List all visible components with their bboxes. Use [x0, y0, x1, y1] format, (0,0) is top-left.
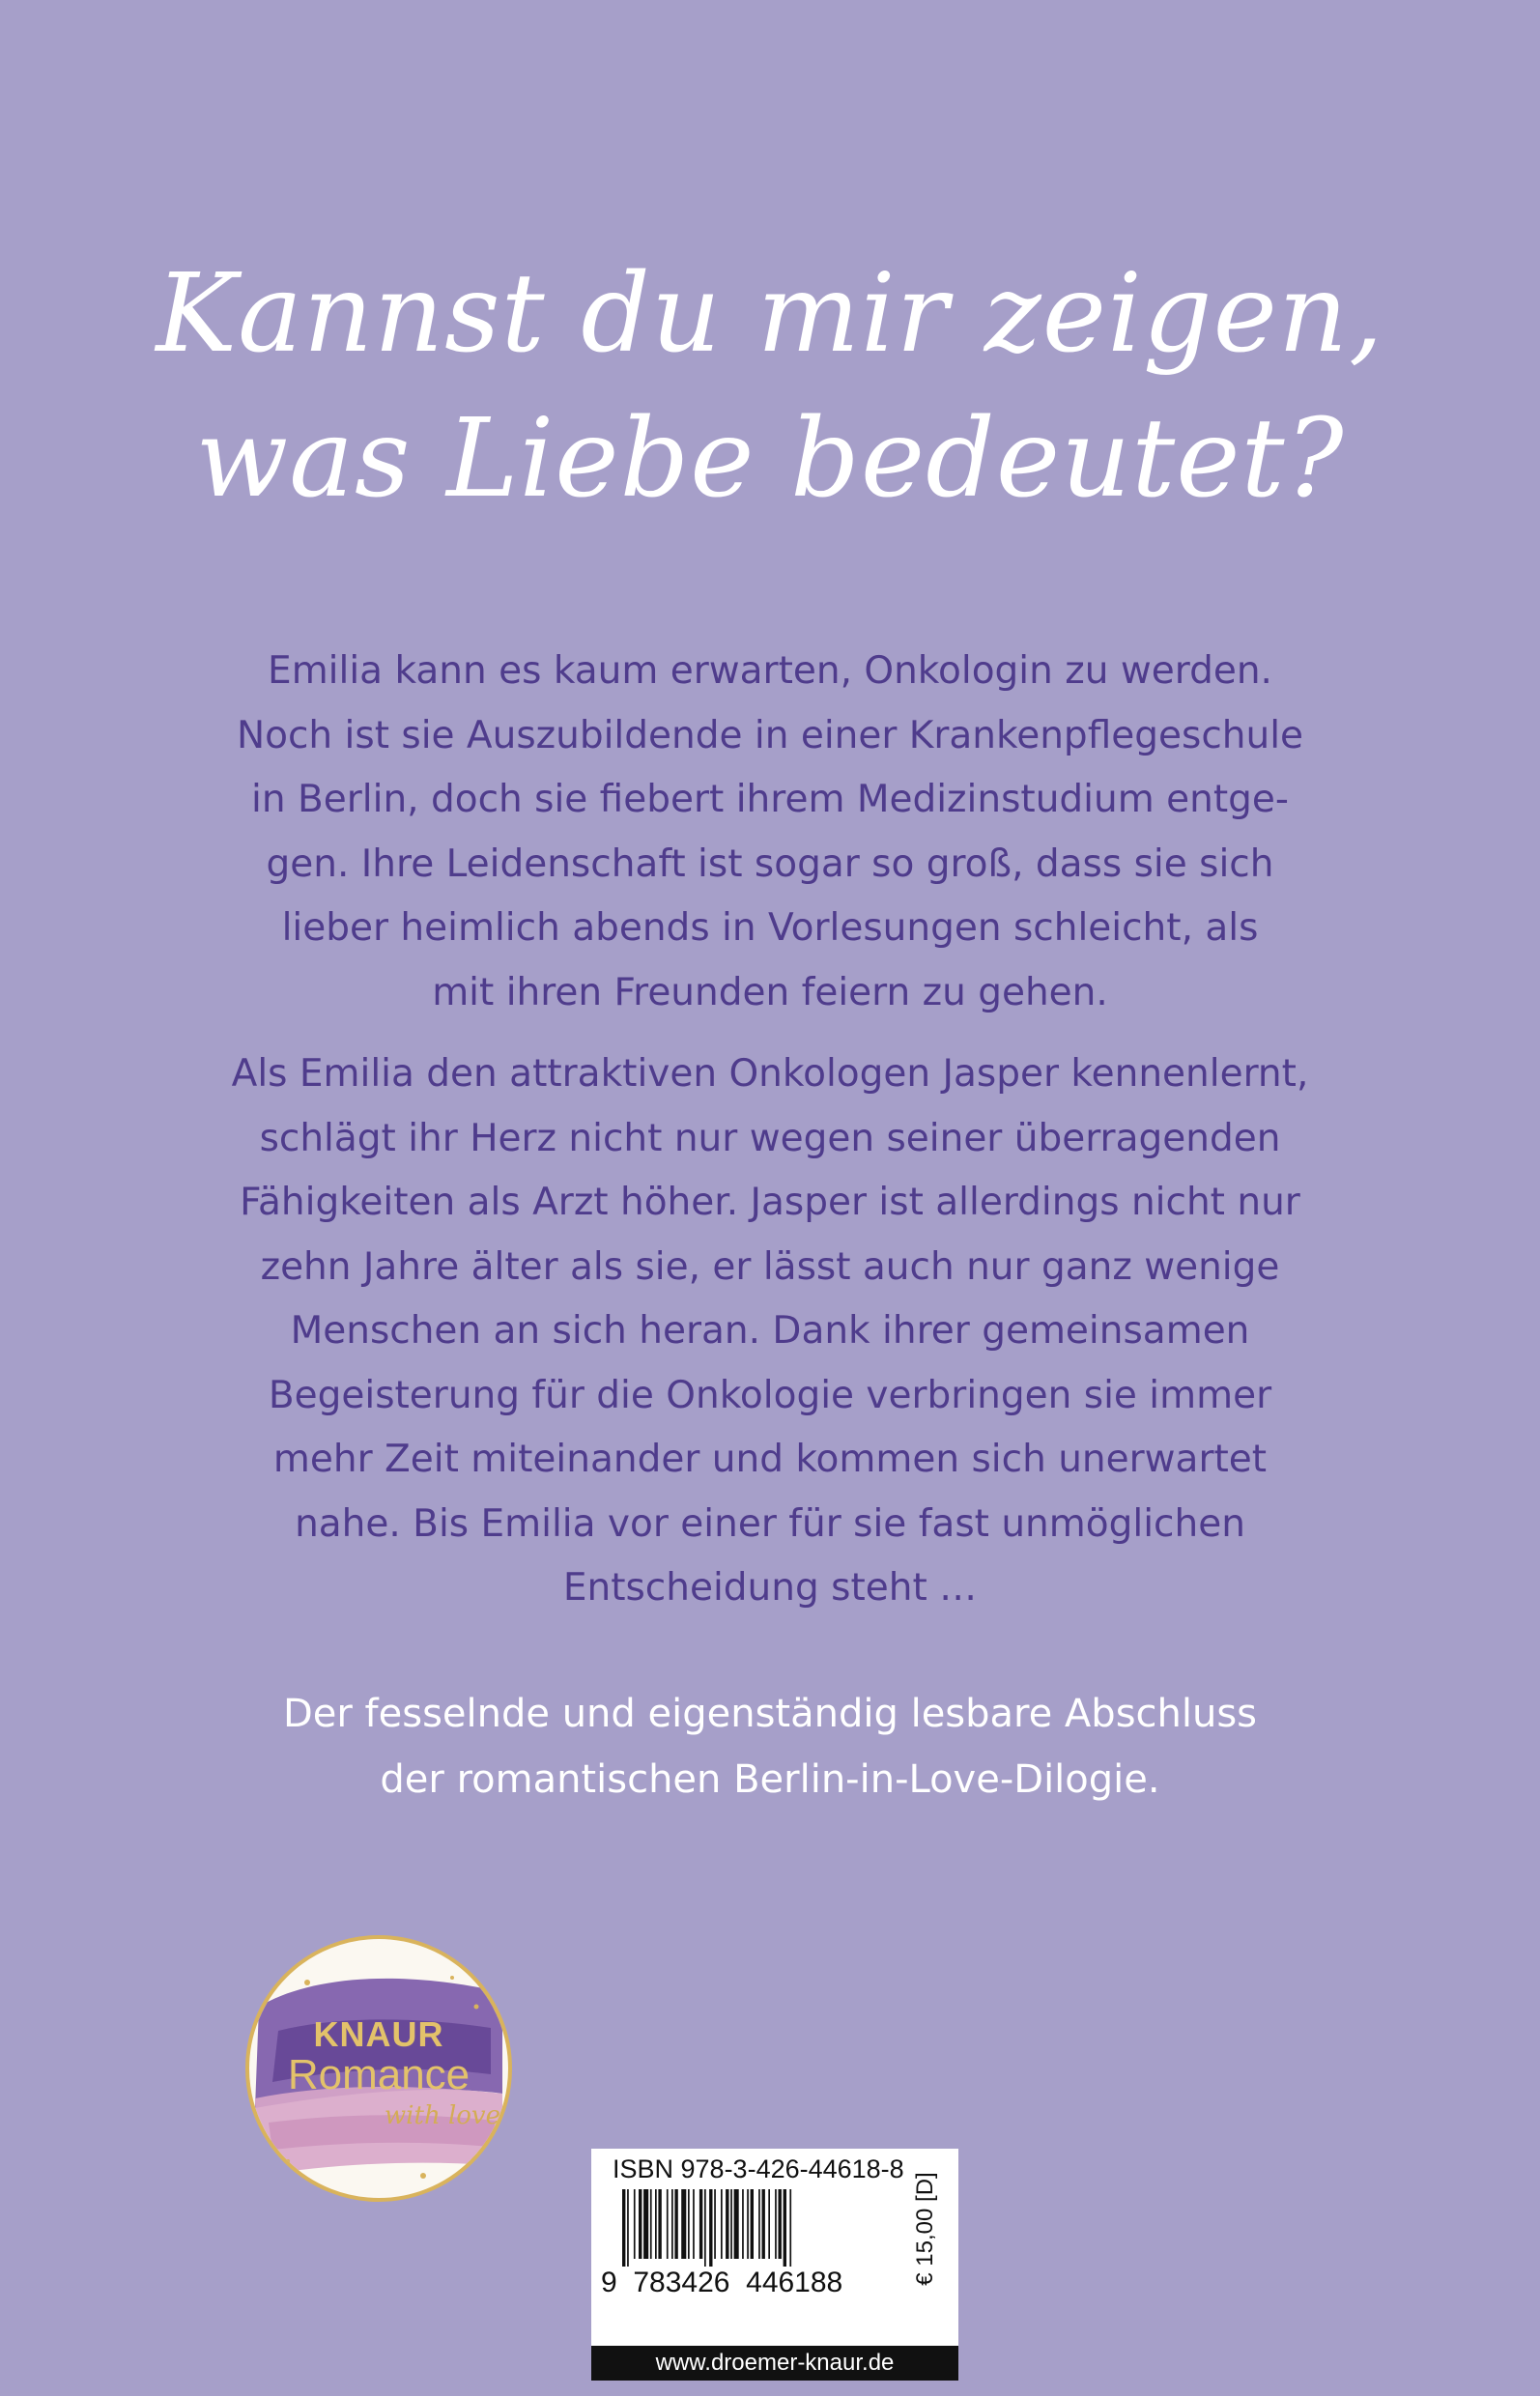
price-label: € 15,00 [D] [912, 2172, 938, 2286]
blurb-paragraph-2 [174, 1042, 1366, 1621]
blurb-line: mehr Zeit miteinander und kommen sich unerwartet [272, 1438, 1268, 1481]
blurb-line: Als Emilia den attraktiven Onkologen Jasper kennenlernt, [231, 1052, 1309, 1096]
barcode-digits: 9 783426 446188 [601, 2267, 843, 2298]
headline-line: Kannst du mir zeigen, [156, 251, 1384, 377]
blurb-line: Entscheidung steht … [562, 1566, 978, 1610]
seal-motto: with love [384, 2101, 500, 2130]
knaur-romance-seal [245, 1935, 512, 2202]
blurb-line: gen. Ihre Leidenschaft ist sogar so groß, dass sie sich [266, 841, 1274, 886]
blurb-line: mit ihren Freunden feiern zu gehen. [432, 970, 1108, 1014]
blurb-line: Begeisterung für die Onkologie verbringen sie immer [268, 1373, 1272, 1417]
blurb-line: Emilia kann es kaum erwarten, Onkologin zu werden. [268, 649, 1272, 693]
seal-imprint: Romance [287, 2051, 471, 2098]
blurb-line: schlägt ihr Herz nicht nur wegen seiner überragenden [259, 1116, 1281, 1160]
blurb-line: in Berlin, doch sie fiebert ihrem Medizinstudium entge- [251, 778, 1289, 821]
isbn-label: ISBN 978-3-426-44618-8 [613, 2154, 904, 2183]
blurb-line: Menschen an sich heran. Dank ihrer gemeinsamen [290, 1309, 1250, 1353]
publisher-website: www.droemer-knaur.de [591, 2346, 958, 2381]
cover-headline [0, 242, 1540, 531]
barcode-block [591, 2149, 958, 2346]
blurb-line: Noch ist sie Auszubildende in einer Krankenpflegeschule [236, 713, 1304, 757]
blurb-line: lieber heimlich abends in Vorlesungen schleicht, als [281, 906, 1259, 950]
tagline-line: der romantischen Berlin-in-Love-Dilogie. [380, 1757, 1160, 1802]
blurb-line: zehn Jahre älter als sie, er lässt auch nur ganz wenige [260, 1244, 1280, 1289]
blurb-paragraph-1 [174, 640, 1366, 1025]
blurb-line: nahe. Bis Emilia vor einer für sie fast unmöglichen [295, 1501, 1245, 1546]
blurb-line: Fähigkeiten als Arzt höher. Jasper ist allerdings nicht nur [240, 1181, 1300, 1224]
barcode-icon [622, 2189, 902, 2267]
series-tagline [174, 1681, 1366, 1812]
seal-brand: KNAUR [313, 2014, 444, 2054]
tagline-line: Der fesselnde und eigenständig lesbare Abschluss [282, 1692, 1258, 1736]
headline-line: was Liebe bedeutet? [195, 396, 1345, 522]
